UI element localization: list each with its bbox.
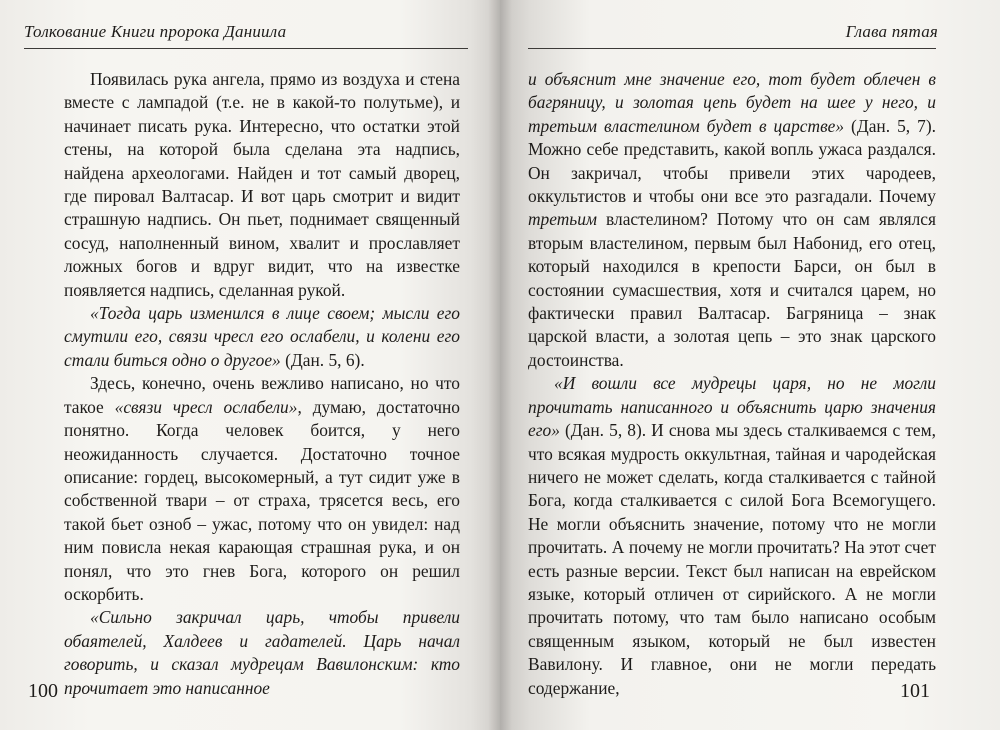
right-running-head: Глава пятая [845, 22, 938, 41]
left-paragraph-4: «Сильно закричал царь, чтобы привели обаятелей, Халдеев и гадателей. Царь начал говорить, и сказал мудрецам Вавилонским: кто прочитает это написанное [64, 607, 460, 698]
right-paragraph-2 [528, 372, 936, 700]
left-paragraph-2 [64, 302, 460, 372]
book-spine-shadow [488, 0, 512, 730]
left-page-number: 100 [28, 680, 58, 702]
left-inline-quote: «связи чресл ослабели» [114, 396, 298, 417]
right-quote-continued: и объяснит мне значение его, тот будет облечен в багряницу, и золотая цепь будет на шее у него, и третьим властелином будет в царстве» [528, 69, 936, 136]
right-quote-2: «И вошли все мудрецы царя, но не могли прочитать написанного и объяснить царю значения его» [528, 373, 936, 441]
right-page [500, 0, 1000, 730]
right-paragraph-1-a: (Дан. 5, 7). Можно себе представить, какой вопль ужаса раздался. Он закричал, чтобы привели этих чародеев, оккультистов и чтобы они все это разгадали. Почему [528, 115, 936, 207]
right-page-number: 101 [900, 680, 930, 702]
right-paragraph-2-a: (Дан. 5, 8). И снова мы здесь сталкиваемся с тем, что всякая мудрость оккультная, тайная и чародейская ничего не может сделать, когда сталкивается с тайной Бога, когда сталкивается с силой Бога Всемогущего. Не могли объяснить значение, потому что не могли прочитать. А почему не могли прочитать? На этот счет есть разные версии. Текст был написан на еврейском языке, который отличен от сирийского. А не могли прочитать потому, что там было написано особым священным языком, который не был известен Вавилону. И главное, они не могли передать содержание, [528, 420, 936, 698]
left-ref-1: (Дан. 5, 6). [280, 349, 365, 370]
right-inline-italic: третьим [528, 209, 598, 230]
right-body-text [528, 68, 936, 700]
left-running-head: Толкование Книги пророка Даниила [24, 22, 287, 41]
left-body-text [64, 68, 460, 700]
left-paragraph-3-a: Здесь, конечно, очень вежливо написано, но что такое [64, 373, 460, 417]
left-header-rule [24, 48, 468, 49]
right-header-rule [528, 48, 936, 49]
left-quote-1: «Тогда царь изменился в лице своем; мысли его смутили его, связи чресл его ослабели, и колени его стали биться одно о другое» [64, 303, 460, 370]
left-paragraph-3-b: , думаю, достаточно понятно. Когда человек боится, у него неожиданность случается. Достаточно точное описание: гордец, высокомерный, а тут сидит уже в собственной твари – от страха, трясется весь, его такой бьет озноб – ужас, потому что он увидел: над ним повисла некая карающая страшная рука, и он понял, что это гнев Бога, которого он решил оскорбить. [64, 396, 461, 604]
right-paragraph-1-b: властелином? Потому что он сам являлся вторым властелином, первым был Набонид, его отец, который находился в крепости Барси, он был в состоянии сумасшествия, хотя и считался царем, но фактически правил Валтасар. Багряница – знак царской власти, а золотая цепь – это знак царского достоинства. [528, 209, 936, 370]
left-paragraph-1: Появилась рука ангела, прямо из воздуха и стена вместе с лампадой (т.е. не в какой-то полутьме), и начинает писать рука. Интересно, что остатки этой стены, на которой была сделана эта надпись, найдена археологами. Найден и тот самый дворец, где пировал Валтасар. И вот царь смотрит и видит страшную надпись. Он пьет, поднимает священный сосуд, наполненный вином, хвалит и прославляет ложных богов и вдруг видит, что на известке появляется надпись, сделанная рукой. [64, 69, 460, 300]
right-paragraph-1 [528, 68, 936, 372]
left-paragraph-3 [64, 372, 460, 606]
